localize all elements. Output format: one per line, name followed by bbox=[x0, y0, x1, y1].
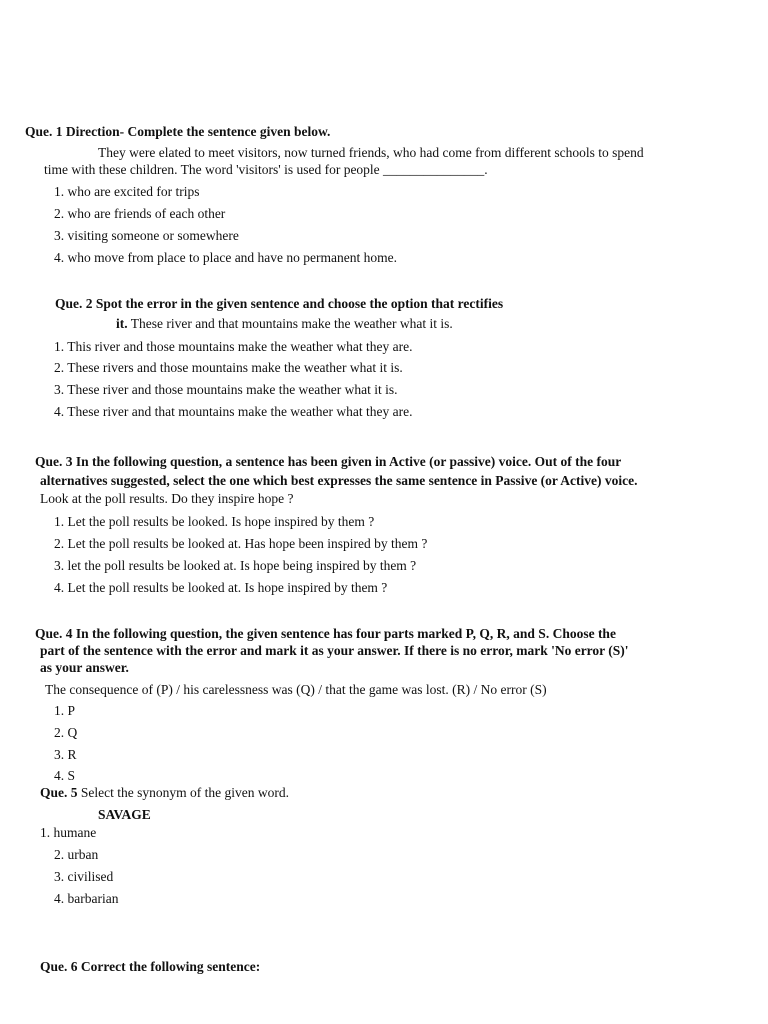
q6-number: Que. 6 bbox=[40, 959, 78, 974]
q4-heading bbox=[35, 626, 616, 642]
q1-number: Que. 1 bbox=[25, 124, 63, 139]
q3-sentence: Look at the poll results. Do they inspire hope ? bbox=[40, 491, 294, 506]
q3-option-4[interactable]: 4. Let the poll results be looked at. Is hope inspired by them ? bbox=[54, 580, 388, 595]
q4-title-line-2: part of the sentence with the error and mark it as your answer. If there is no error, mark 'No error (S)' bbox=[40, 643, 629, 658]
q2-option-2[interactable]: 2. These rivers and those mountains make the weather what it is. bbox=[54, 360, 403, 375]
q4-number: Que. 4 bbox=[35, 626, 73, 641]
q1-passage-line-2: time with these children. The word 'visitors' is used for people _______________. bbox=[44, 162, 488, 177]
q3-number: Que. 3 bbox=[35, 454, 73, 469]
q4-option-1[interactable]: 1. P bbox=[54, 703, 76, 718]
q3-title-line-2: alternatives suggested, select the one which best expresses the same sentence in Passive (or Active) voice. bbox=[40, 473, 638, 488]
q2-option-1[interactable]: 1. This river and those mountains make the weather what they are. bbox=[54, 339, 413, 354]
q3-option-1[interactable]: 1. Let the poll results be looked. Is hope inspired by them ? bbox=[54, 514, 375, 529]
q4-title-line-3: as your answer. bbox=[40, 660, 129, 675]
q5-option-3[interactable]: 3. civilised bbox=[54, 869, 114, 884]
q4-option-2[interactable]: 2. Q bbox=[54, 725, 78, 740]
q1-title: Direction- Complete the sentence given below. bbox=[65, 124, 331, 139]
q2-heading bbox=[55, 296, 503, 312]
q1-option-2[interactable]: 2. who are friends of each other bbox=[54, 206, 226, 221]
q1-option-3[interactable]: 3. visiting someone or somewhere bbox=[54, 228, 239, 243]
q2-title-line-2 bbox=[116, 316, 453, 332]
q5-option-2[interactable]: 2. urban bbox=[54, 847, 99, 862]
q2-option-3[interactable]: 3. These river and those mountains make the weather what it is. bbox=[54, 382, 398, 397]
q3-title-line-1: In the following question, a sentence has been given in Active (or passive) voice. Out of the four bbox=[75, 454, 622, 469]
q5-option-4[interactable]: 4. barbarian bbox=[54, 891, 119, 906]
q4-option-3[interactable]: 3. R bbox=[54, 747, 77, 762]
q1-option-1[interactable]: 1. who are excited for trips bbox=[54, 184, 200, 199]
q3-heading bbox=[35, 454, 621, 470]
q5-number: Que. 5 bbox=[40, 785, 78, 800]
q6-heading bbox=[40, 959, 260, 975]
q4-option-4[interactable]: 4. S bbox=[54, 768, 76, 783]
q4-title-line-1: In the following question, the given sentence has four parts marked P, Q, R, and S. Choose the bbox=[75, 626, 616, 641]
q5-option-1[interactable]: 1. humane bbox=[40, 825, 97, 840]
q3-option-2[interactable]: 2. Let the poll results be looked at. Has hope been inspired by them ? bbox=[54, 536, 428, 551]
q1-passage-line-1: They were elated to meet visitors, now turned friends, who had come from different schools to spend bbox=[98, 145, 644, 160]
q2-title-line-1: Spot the error in the given sentence and choose the option that rectifies bbox=[95, 296, 504, 311]
q1-heading bbox=[25, 124, 330, 140]
q2-number: Que. 2 bbox=[55, 296, 93, 311]
q2-title-continuation: it. bbox=[116, 316, 128, 331]
q4-sentence: The consequence of (P) / his carelessness was (Q) / that the game was lost. (R) / No error (S) bbox=[45, 682, 547, 697]
q5-word: SAVAGE bbox=[98, 807, 151, 822]
q5-heading bbox=[40, 785, 289, 801]
q5-title: Select the synonym of the given word. bbox=[80, 785, 289, 800]
q3-option-3[interactable]: 3. let the poll results be looked at. Is hope being inspired by them ? bbox=[54, 558, 417, 573]
q2-sentence: These river and that mountains make the weather what it is. bbox=[130, 316, 453, 331]
q6-title: Correct the following sentence: bbox=[80, 959, 261, 974]
q2-option-4[interactable]: 4. These river and that mountains make the weather what they are. bbox=[54, 404, 413, 419]
q1-option-4[interactable]: 4. who move from place to place and have no permanent home. bbox=[54, 250, 398, 265]
